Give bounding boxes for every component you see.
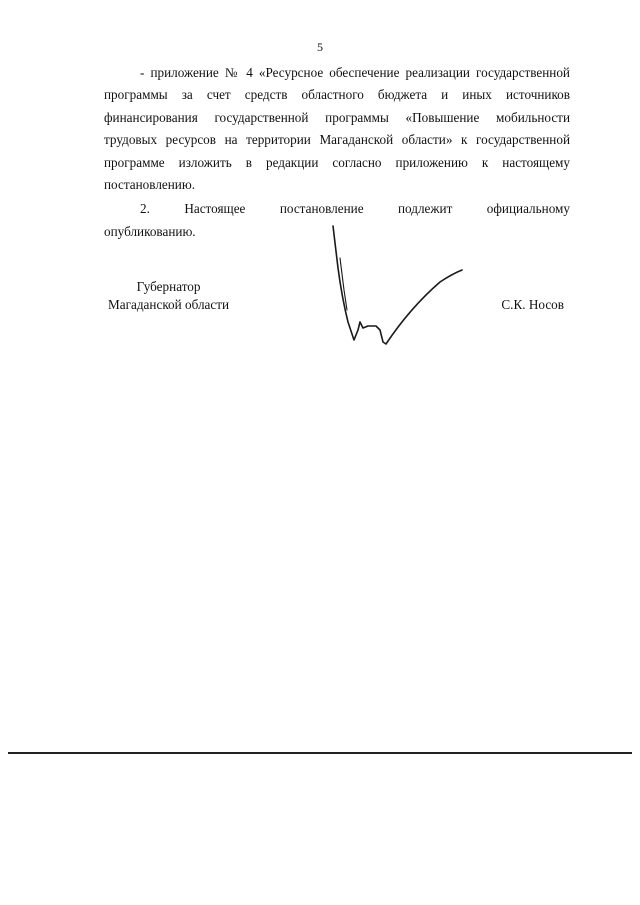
paragraph-appendix-4: - приложение № 4 «Ресурсное обеспечение реализации государственной программы за счет средств областного бюджета и иных источников финансирования государственной программы «Повышение мобильности трудовых ресурсов на территории Магаданской области» к государственной программе изложить в редакции согласно приложению к настоящему постановлению. (104, 65, 570, 193)
signatory-name: С.К. Носов (501, 297, 564, 312)
signatory-position-line2: Магаданской области (108, 297, 230, 312)
body-text (104, 62, 570, 243)
page-number: 5 (317, 40, 323, 54)
signatory-position-line1: Губернатор (136, 279, 201, 294)
footer-divider (8, 752, 632, 754)
paragraph-publication: 2. Настоящее постановление подлежит официальному опубликованию. (104, 201, 570, 239)
signatory-position (108, 278, 229, 314)
handwritten-signature (330, 218, 470, 348)
